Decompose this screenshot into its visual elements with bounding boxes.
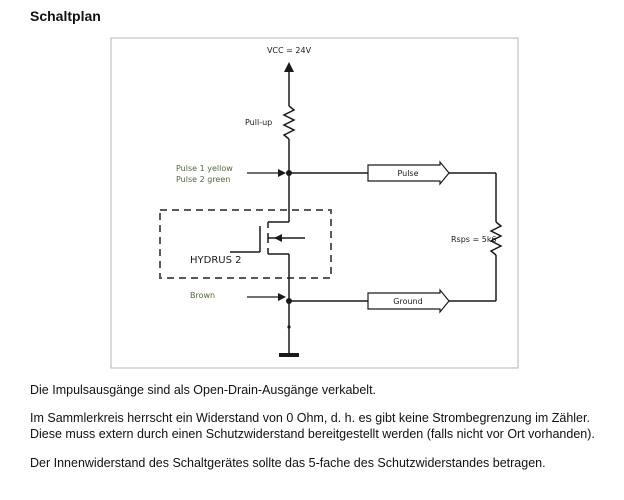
pulse-input-arrow: [247, 169, 286, 177]
paragraph-resistance-line-1: Im Sammlerkreis herrscht ein Widerstand von 0 Ohm, d. h. es gibt keine Strombegrenzung im Zähler.: [30, 411, 590, 425]
vcc-supply: [284, 62, 294, 106]
pulse2-label: Pulse 2 green: [176, 175, 231, 184]
brown-input-arrow: [247, 293, 286, 301]
paragraph-resistance: [30, 410, 595, 442]
pulse1-label: Pulse 1 yellow: [176, 164, 233, 173]
brown-label: Brown: [190, 291, 216, 300]
device-box: [160, 210, 331, 278]
paragraph-resistance-line-2: Diese muss extern durch einen Schutzwiderstand bereitgestellt werden (falls nicht vor Ort vorhanden).: [30, 427, 595, 441]
pulse-arrow-label: Pulse: [397, 169, 419, 178]
paragraph-internal-resistance: Der Innenwiderstand des Schaltgerätes sollte das 5-fache des Schutzwiderstandes betragen.: [30, 456, 546, 470]
device-label: HYDRUS 2: [190, 255, 242, 266]
ground-symbol: [279, 353, 299, 357]
diagram-frame: [111, 38, 518, 368]
vcc-label: VCC = 24V: [266, 46, 312, 55]
mosfet-symbol: [230, 222, 305, 254]
resistor-label: Rsps = 5k6: [451, 235, 497, 244]
paragraph-open-drain: Die Impulsausgänge sind als Open-Drain-Ausgänge verkabelt.: [30, 383, 377, 397]
pullup-label: Pull-up: [245, 118, 273, 127]
page-title: Schaltplan: [30, 8, 101, 24]
pullup-resistor: [284, 106, 294, 139]
ground-arrow-label: Ground: [393, 297, 423, 306]
